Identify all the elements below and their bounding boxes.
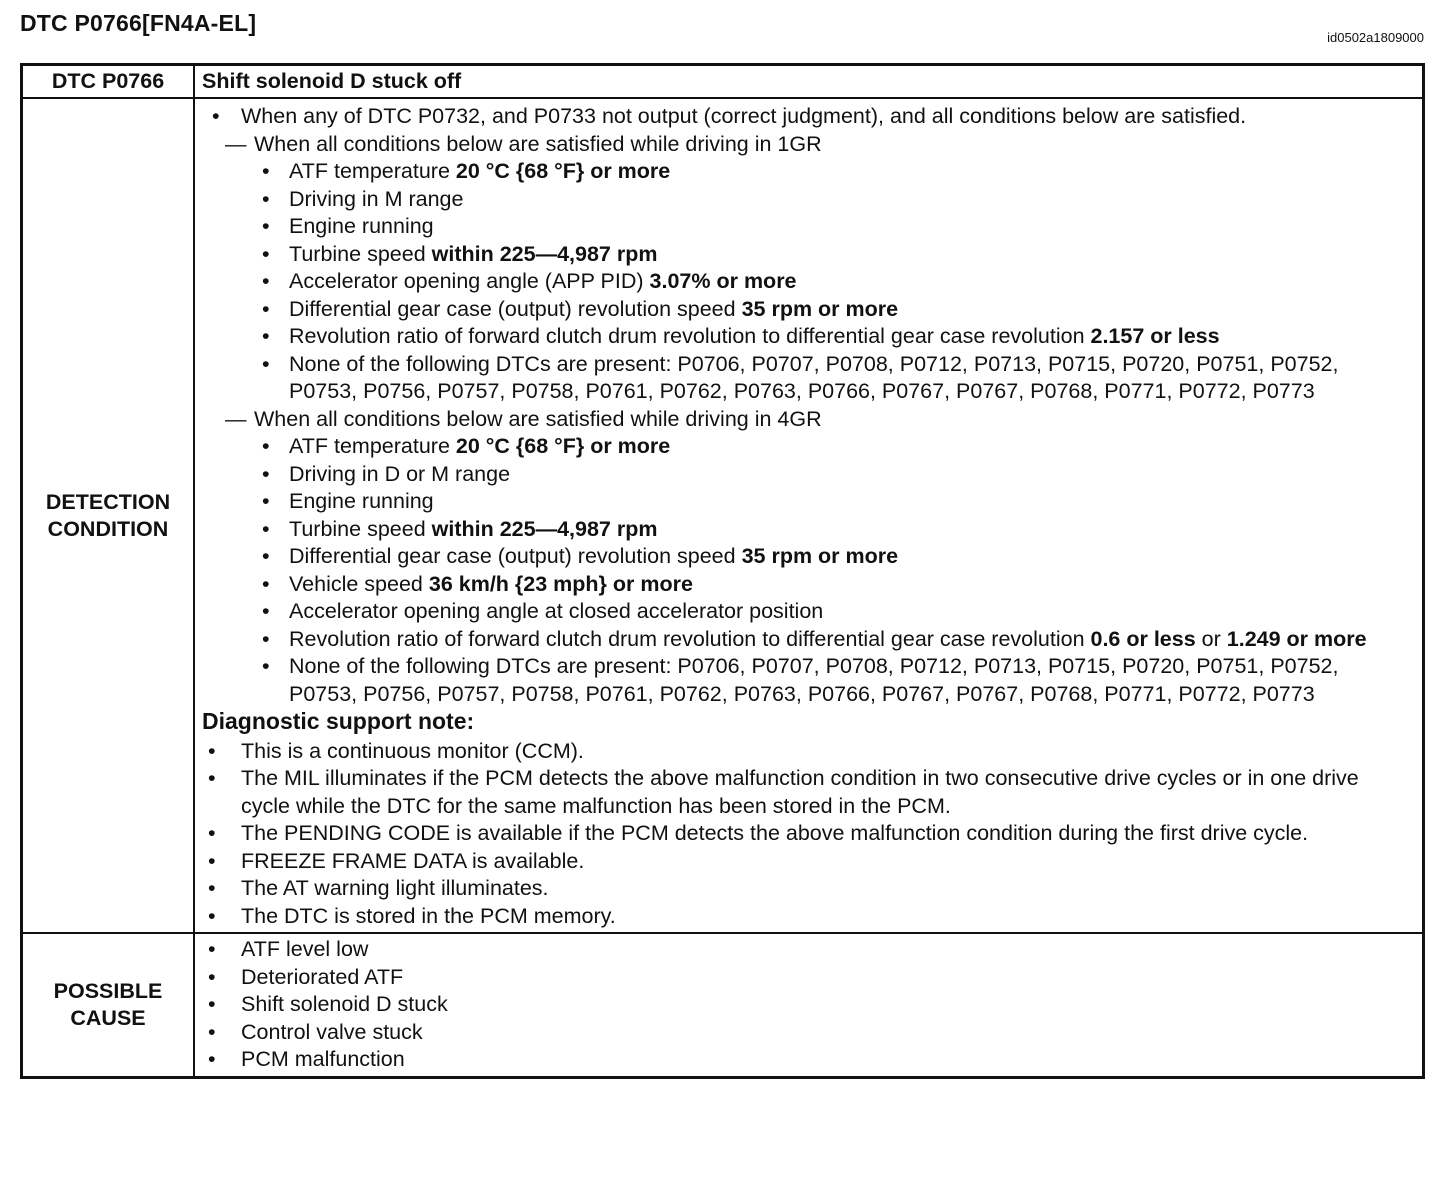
condition-text: Revolution ratio of forward clutch drum revolution to differential gear case revolution	[289, 324, 1091, 348]
possible-cause-item: • Shift solenoid D stuck	[202, 991, 1412, 1019]
cause-label-line2: CAUSE	[70, 1005, 146, 1030]
condition-text: Accelerator opening angle at closed accelerator position	[289, 599, 824, 623]
possible-cause-row	[22, 933, 1424, 1077]
condition-text: ATF temperature	[289, 434, 456, 458]
condition-group-1gr	[225, 131, 1412, 406]
condition-text: ATF temperature	[289, 159, 456, 183]
diagnostic-note-item: • FREEZE FRAME DATA is available.	[202, 848, 1412, 876]
condition-text: Revolution ratio of forward clutch drum revolution to differential gear case revolution	[289, 626, 1091, 651]
diagnostic-note-item: • The AT warning light illuminates.	[202, 875, 1412, 903]
condition-text: Differential gear case (output) revolution speed	[289, 544, 742, 568]
condition-item	[257, 571, 1412, 599]
possible-cause-item: • PCM malfunction	[202, 1046, 1412, 1074]
detection-condition-label	[22, 98, 195, 933]
condition-item	[257, 268, 1412, 296]
detection-list	[202, 103, 1412, 131]
condition-item	[257, 351, 1412, 406]
condition-text: None of the following DTCs are present: P0706, P0707, P0708, P0712, P0713, P0715, P0720, P0751, P0752, P0753, P0756, P0757, P0758, P0761, P0762, P0763, P0766, P0767, P0767, P0768, P0771, P0772, P0773	[289, 654, 1339, 706]
detection-label-line2: CONDITION	[47, 516, 169, 541]
possible-cause-item: • Deteriorated ATF	[202, 964, 1412, 992]
possible-cause-content	[194, 933, 1424, 1077]
condition-value: 1.249 or more	[1226, 626, 1367, 651]
condition-item	[257, 516, 1412, 544]
condition-text: Turbine speed	[289, 241, 432, 266]
condition-text: None of the following DTCs are present: P0706, P0707, P0708, P0712, P0713, P0715, P0720, P0751, P0752, P0753, P0756, P0757, P0758, P0761, P0762, P0763, P0766, P0767, P0767, P0768, P0771, P0772, P0773	[289, 351, 1339, 403]
condition-text: Turbine speed	[289, 516, 432, 541]
condition-item	[257, 241, 1412, 269]
condition-text: or	[1195, 626, 1227, 651]
condition-item	[257, 213, 1412, 241]
condition-group-heading: — When all conditions below are satisfied while driving in 4GR	[225, 406, 1412, 434]
condition-text: Driving in M range	[289, 186, 464, 211]
condition-value: 35 rpm or more	[741, 544, 899, 568]
condition-text: Accelerator opening angle (APP PID)	[289, 269, 650, 293]
condition-text: Differential gear case (output) revolution speed	[289, 296, 742, 321]
possible-cause-list	[202, 936, 1412, 1074]
condition-value: 2.157 or less	[1090, 324, 1220, 348]
condition-value: 35 rpm or more	[741, 296, 899, 321]
dtc-code-cell: DTC P0766	[22, 65, 195, 99]
condition-value: 36 km/h {23 mph} or more	[428, 571, 693, 596]
condition-item	[257, 296, 1412, 324]
condition-item	[257, 653, 1412, 708]
possible-cause-label	[22, 933, 195, 1077]
diagnostic-note-item: • The DTC is stored in the PCM memory.	[202, 903, 1412, 931]
condition-list-4gr	[257, 433, 1412, 708]
condition-item	[257, 461, 1412, 489]
dtc-row	[22, 65, 1424, 99]
condition-value: within 225—4,987 rpm	[431, 516, 658, 541]
detection-intro	[202, 103, 1412, 131]
condition-value: 3.07% or more	[649, 269, 797, 293]
possible-cause-item: • ATF level low	[202, 936, 1412, 964]
condition-text: Engine running	[289, 489, 434, 513]
diagnostic-note-item: • This is a continuous monitor (CCM).	[202, 738, 1412, 766]
condition-value: 20 °C {68 °F} or more	[455, 434, 671, 458]
condition-item	[257, 543, 1412, 571]
condition-group-4gr	[225, 406, 1412, 709]
condition-list-1gr	[257, 158, 1412, 406]
dtc-spec-table	[20, 63, 1425, 1079]
condition-group-heading: — When all conditions below are satisfied while driving in 1GR	[225, 131, 1412, 159]
condition-value: within 225—4,987 rpm	[431, 241, 658, 266]
condition-item	[257, 598, 1412, 626]
possible-cause-item: • Control valve stuck	[202, 1019, 1412, 1047]
condition-item	[257, 158, 1412, 186]
condition-text: Driving in D or M range	[289, 461, 511, 486]
condition-item	[257, 323, 1412, 351]
condition-item	[257, 626, 1412, 654]
document-id: id0502a1809000	[1327, 30, 1424, 45]
condition-value: 20 °C {68 °F} or more	[455, 159, 671, 183]
diagnostic-note-title: Diagnostic support note:	[202, 708, 475, 734]
detection-condition-row	[22, 98, 1424, 933]
detection-intro-text: When any of DTC P0732, and P0733 not output (correct judgment), and all conditions below are satisfied.	[241, 104, 1247, 128]
condition-text: Engine running	[289, 214, 434, 238]
dtc-description-cell: Shift solenoid D stuck off	[194, 65, 1424, 99]
detection-label-line1: DETECTION	[45, 489, 171, 514]
condition-text: Vehicle speed	[289, 571, 429, 596]
cause-label-line1: POSSIBLE	[53, 978, 163, 1003]
diagnostic-note-item: • The PENDING CODE is available if the PCM detects the above malfunction condition during the first drive cycle.	[202, 820, 1412, 848]
detection-condition-content	[194, 98, 1424, 933]
diagnostic-note-list	[202, 738, 1412, 931]
condition-item	[257, 488, 1412, 516]
condition-item	[257, 433, 1412, 461]
document-title: DTC P0766[FN4A-EL]	[20, 10, 257, 36]
diagnostic-note-item: • The MIL illuminates if the PCM detects the above malfunction condition in two consecutive drive cycles or in one drive cycle while the DTC for the same malfunction has been stored in the PCM.	[202, 765, 1412, 820]
condition-value: 0.6 or less	[1090, 626, 1196, 651]
condition-item	[257, 186, 1412, 214]
